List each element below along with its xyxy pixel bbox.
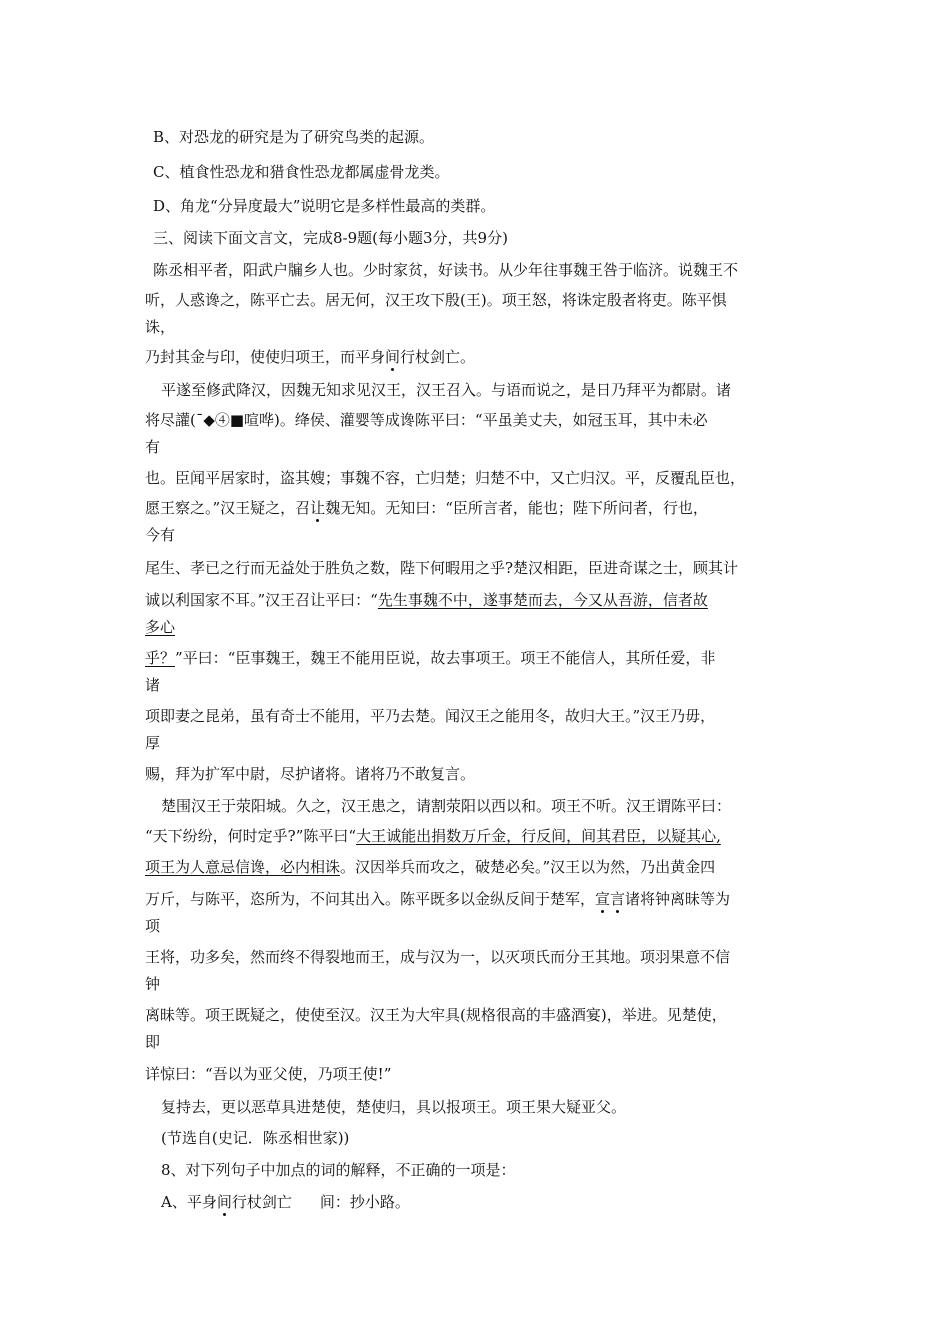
text-segment: 乃封其金与印，使使归项王，而平身 bbox=[145, 348, 386, 366]
option-b: B、对恐龙的研究是为了研究鸟类的起源。 bbox=[153, 128, 435, 146]
option-d: D、角龙“分异度最大”说明它是多样性最高的类群。 bbox=[153, 197, 496, 215]
underlined-sentence: 多心 bbox=[145, 618, 176, 636]
text-line: 听，人惑谗之，陈平亡去。居无何，汉王攻下殷(王)。项王怒，将诛定殷者将吏。陈平惧 bbox=[145, 291, 727, 309]
text-line: 诛， bbox=[145, 318, 176, 336]
source-citation: (节选自(史记．陈丞相世家)) bbox=[161, 1129, 350, 1147]
text-line bbox=[145, 347, 815, 367]
text-segment: A、平身 bbox=[161, 1193, 217, 1211]
text-line: 平遂至修武降汉，因魏无知求见汉王，汉王召入。与语而说之，是日乃拜平为都尉。诸 bbox=[161, 381, 732, 399]
text-line: 项 bbox=[145, 917, 161, 935]
text-segment: 诸将钟离昧等为 bbox=[625, 890, 731, 908]
option-c: C、植食性恐龙和猎食性恐龙都属虚骨龙类。 bbox=[153, 163, 450, 181]
text-line: 即 bbox=[145, 1033, 161, 1051]
text-segment: 。汉因举兵而攻之，破楚必矣。”汉王以为然，乃出黄金四 bbox=[340, 858, 716, 876]
section-heading: 三、阅读下面文言文，完成8-9题(每小题3分，共9分) bbox=[153, 229, 508, 247]
text-line: 有 bbox=[145, 438, 161, 456]
text-line: 项即妻之昆弟，虽有奇士不能用，平乃去楚。闻汉王之能用冬，故归大王。”汉王乃毋， bbox=[145, 707, 716, 725]
text-line: 厚 bbox=[145, 734, 161, 752]
text-segment: 间：抄小路。 bbox=[319, 1193, 410, 1211]
option-a bbox=[161, 1192, 831, 1212]
underlined-sentence: 乎？ bbox=[145, 649, 176, 667]
text-line bbox=[145, 889, 815, 909]
text-segment: 诚以利国家不耳。”汉王召让平曰：“ bbox=[145, 591, 378, 609]
text-line bbox=[145, 498, 815, 518]
text-line: 也。臣闻平居家时，盗其嫂；事魏不容，亡归楚；归楚不中，又亡归汉。平，反覆乱臣也， bbox=[145, 469, 746, 487]
dotted-word: 让 bbox=[310, 499, 326, 517]
underlined-sentence: 先生事魏不中，遂事楚而去，今又从吾游，信者故 bbox=[377, 591, 708, 609]
text-segment: 行杖剑亡。 bbox=[400, 348, 476, 366]
text-line: 楚围汉王于荥阳城。久之，汉王患之，请割荥阳以西以和。项王不听。汉王谓陈平曰： bbox=[161, 797, 732, 815]
text-segment: 魏无知。无知曰：“臣所言者，能也；陛下所问者，行也， bbox=[325, 499, 708, 517]
underlined-sentence: 项王为人意忌信谗，必内相诛 bbox=[145, 858, 341, 876]
dotted-word: 言 bbox=[610, 890, 626, 908]
text-line: 王将，功多矣，然而终不得裂地而王，成与汉为一，以灭项氏而分王其地。项羽果意不信 bbox=[145, 948, 731, 966]
text-line: 将尽讙(¯◆④■喧哗)。绛侯、灌婴等成谗陈平曰：“平虽美丈夫，如冠玉耳，其中未必 bbox=[145, 411, 708, 429]
text-line: 赐，拜为扩军中尉，尽护诸将。诸将乃不敢复言。 bbox=[145, 765, 476, 783]
text-line bbox=[145, 590, 815, 610]
text-segment: 愿王察之。”汉王疑之，召 bbox=[145, 499, 311, 517]
text-line bbox=[145, 826, 815, 846]
dotted-word: 间 bbox=[216, 1193, 232, 1211]
text-line: 复持去，更以恶草具进楚使，楚使归，具以报项王。项王果大疑亚父。 bbox=[161, 1098, 627, 1116]
text-line: 今有 bbox=[145, 526, 176, 544]
text-line: 陈丞相平者，阳武户牖乡人也。少时家贫，好读书。从少年往事魏王咎于临济。说魏王不 bbox=[153, 261, 739, 279]
text-line bbox=[145, 648, 815, 668]
question-8: 8、对下列句子中加点的词的解释，不正确的一项是： bbox=[161, 1161, 516, 1179]
text-line: 尾生、孝已之行而无益处于胜负之数，陛下何暇用之乎?楚汉相距，臣进奇谋之士，顾其计 bbox=[145, 559, 739, 577]
text-line bbox=[145, 857, 815, 877]
text-line: 详惊曰：“吾以为亚父使，乃项王使!” bbox=[145, 1065, 392, 1083]
text-segment: 行杖剑亡 bbox=[231, 1193, 292, 1211]
underlined-sentence: 大王诚能出捐数万斤金，行反间，间其君臣，以疑其心, bbox=[356, 827, 721, 845]
dotted-word: 宣 bbox=[595, 890, 611, 908]
dotted-word: 间 bbox=[385, 348, 401, 366]
text-segment: ”平曰：“臣事魏王，魏王不能用臣说，故去事项王。项王不能信人，其所任爱，非 bbox=[175, 649, 716, 667]
text-line: 离昧等。项王既疑之，使使至汉。汉王为大牢具(规格很高的丰盛酒宴)，举进。见楚使， bbox=[145, 1006, 727, 1024]
text-line: 诸 bbox=[145, 676, 161, 694]
text-segment: “天下纷纷，何时定乎?”陈平曰“ bbox=[145, 827, 357, 845]
text-line: 钟 bbox=[145, 975, 161, 993]
text-segment: 万斤，与陈平，恣所为，不问其出入。陈平既多以金纵反间于楚军， bbox=[145, 890, 596, 908]
